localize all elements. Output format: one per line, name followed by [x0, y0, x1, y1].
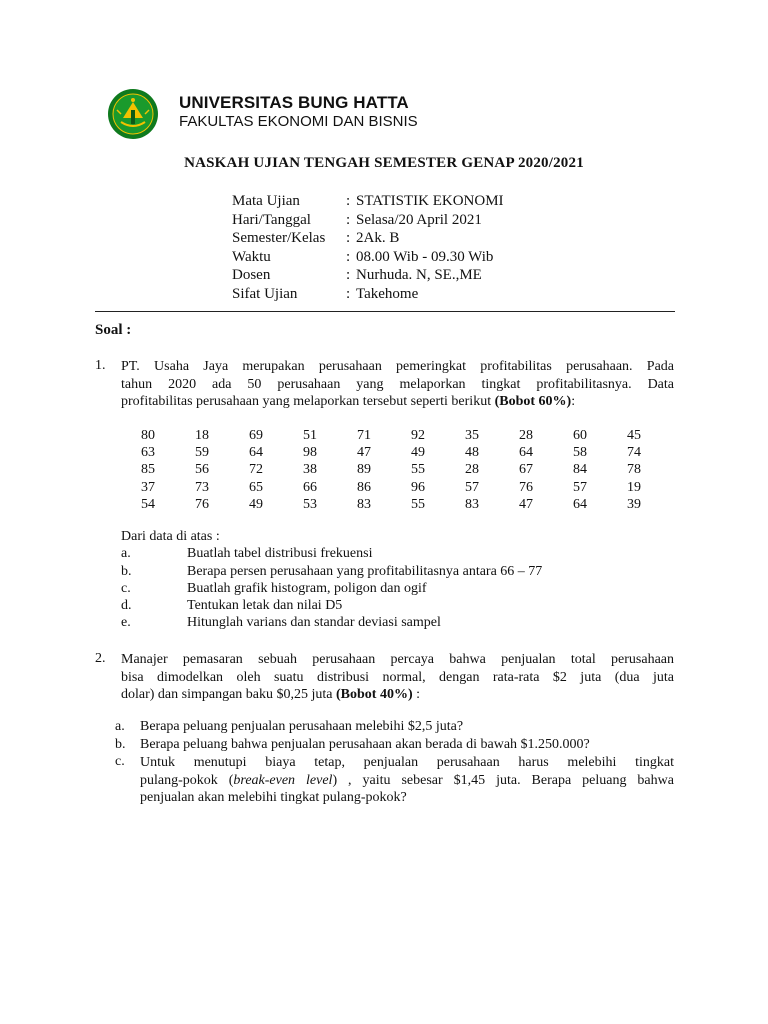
info-value: Nurhuda. N, SE.,ME — [356, 267, 482, 284]
table-cell: 78 — [627, 462, 641, 478]
table-cell: 69 — [249, 428, 263, 443]
question-1-text — [121, 358, 674, 411]
list-text: Berapa peluang bahwa penjualan perusahaan akan berada di bawah $1.250.000? — [140, 737, 590, 752]
table-cell: 76 — [195, 496, 209, 512]
university-name: UNIVERSITAS BUNG HATTA — [179, 93, 409, 112]
table-cell: 28 — [519, 428, 533, 443]
table-cell: 72 — [249, 462, 263, 478]
faculty-name: FAKULTAS EKONOMI DAN BISNIS — [179, 113, 418, 130]
table-cell: 37 — [141, 479, 155, 495]
question-line: Manajer pemasaran sebuah perusahaan percaya bahwa penjualan total perusahaan — [121, 652, 674, 667]
table-cell: 57 — [465, 479, 479, 495]
list-marker: e. — [121, 615, 131, 630]
profitability-data-table — [121, 427, 661, 513]
question-1-intro: Dari data di atas : — [121, 529, 220, 544]
table-cell: 63 — [141, 445, 155, 461]
emphasis-text: break-even level — [233, 772, 333, 788]
info-separator: : — [346, 285, 351, 302]
info-label: Mata Ujian — [232, 193, 300, 209]
table-cell: 64 — [573, 496, 587, 512]
list-text: Buatlah grafik histogram, poligon dan ogif — [187, 581, 427, 596]
table-cell: 89 — [357, 462, 371, 478]
table-row — [121, 496, 661, 513]
questions-heading: Soal : — [95, 322, 132, 338]
table-cell: 83 — [357, 496, 371, 512]
table-cell: 47 — [357, 445, 371, 461]
list-text-part: pulang-pokok ( — [140, 772, 234, 788]
table-cell: 98 — [303, 445, 317, 461]
question-line-text: dolar) dan simpangan baku $0,25 juta — [121, 687, 333, 703]
table-row — [121, 444, 661, 461]
question-line-text: profitabilitas perusahaan yang melaporkan tersebut seperti berikut — [121, 394, 492, 410]
list-marker: b. — [115, 737, 126, 752]
table-row — [121, 427, 661, 444]
table-cell: 39 — [627, 496, 641, 512]
table-cell: 18 — [195, 428, 209, 443]
table-cell: 85 — [141, 462, 155, 478]
info-label: Dosen — [232, 267, 271, 284]
table-cell: 83 — [465, 496, 479, 512]
info-row — [232, 229, 504, 248]
list-text-part: ) , yaitu sebesar $1,45 juta. Berapa peluang bahwa — [332, 772, 674, 788]
table-cell: 48 — [465, 445, 479, 461]
list-marker: b. — [121, 564, 132, 579]
info-separator: : — [346, 193, 351, 209]
info-row — [232, 266, 504, 285]
info-row — [232, 192, 504, 211]
question-2-weight: (Bobot 40%) — [336, 687, 413, 703]
question-line — [121, 393, 674, 411]
info-separator: : — [346, 248, 351, 265]
info-value: 08.00 Wib - 09.30 Wib — [356, 248, 494, 265]
table-cell: 56 — [195, 462, 209, 478]
table-cell: 58 — [573, 445, 587, 461]
info-separator: : — [346, 211, 351, 228]
list-text-line — [140, 772, 674, 790]
table-cell: 57 — [573, 479, 587, 495]
table-cell: 49 — [249, 496, 263, 512]
table-cell: 54 — [141, 496, 155, 512]
header-divider — [95, 311, 675, 312]
info-label: Waktu — [232, 248, 271, 265]
list-marker: d. — [121, 598, 132, 613]
info-row — [232, 285, 504, 304]
list-marker: c. — [121, 581, 131, 596]
university-logo-icon — [107, 88, 159, 140]
info-value: 2Ak. B — [356, 230, 400, 247]
table-cell: 51 — [303, 428, 317, 443]
info-separator: : — [346, 267, 351, 284]
table-cell: 19 — [627, 479, 641, 495]
question-1-number: 1. — [95, 358, 106, 373]
question-line: bisa dimodelkan oleh suatu distribusi normal, dengan rata-rata $2 juta (dua juta — [121, 669, 674, 685]
table-cell: 76 — [519, 479, 533, 495]
list-marker: a. — [115, 719, 125, 734]
table-cell: 65 — [249, 479, 263, 495]
question-2-number: 2. — [95, 651, 106, 666]
question-1-weight: (Bobot 60%) — [494, 394, 572, 410]
table-row — [121, 461, 661, 478]
table-cell: 28 — [465, 462, 479, 478]
question-2-weight-suffix: : — [412, 687, 421, 703]
info-value: Selasa/20 April 2021 — [356, 211, 482, 228]
list-text: Tentukan letak dan nilai D5 — [187, 598, 343, 613]
table-cell: 64 — [249, 445, 263, 461]
info-value: STATISTIK EKONOMI — [356, 193, 504, 209]
table-cell: 55 — [411, 462, 425, 478]
table-cell: 80 — [141, 428, 155, 443]
list-text: Hitunglah varians dan standar deviasi sampel — [187, 615, 441, 630]
list-text: Buatlah tabel distribusi frekuensi — [187, 546, 373, 561]
question-2-text — [121, 651, 674, 704]
table-cell: 84 — [573, 462, 587, 478]
table-cell: 74 — [627, 445, 641, 461]
list-text: Berapa peluang penjualan perusahaan melebihi $2,5 juta? — [140, 719, 464, 734]
table-cell: 49 — [411, 445, 425, 461]
info-separator: : — [346, 230, 351, 247]
table-cell: 38 — [303, 462, 317, 478]
table-row — [121, 479, 661, 496]
info-label: Sifat Ujian — [232, 285, 298, 302]
table-cell: 73 — [195, 479, 209, 495]
table-cell: 66 — [303, 479, 317, 495]
question-line: tahun 2020 ada 50 perusahaan yang melaporkan tingkat profitabilitasnya. Data — [121, 376, 674, 392]
table-cell: 59 — [195, 445, 209, 461]
exam-info — [232, 192, 504, 304]
info-row — [232, 211, 504, 230]
table-cell: 96 — [411, 479, 425, 495]
table-cell: 92 — [411, 428, 425, 443]
question-line: PT. Usaha Jaya merupakan perusahaan pemeringkat profitabilitas perusahaan. Pada — [121, 359, 674, 374]
table-cell: 45 — [627, 428, 641, 443]
list-text — [140, 754, 674, 807]
table-cell: 55 — [411, 496, 425, 512]
table-cell: 67 — [519, 462, 533, 478]
info-label: Hari/Tanggal — [232, 211, 311, 228]
info-label: Semester/Kelas — [232, 230, 326, 247]
question-1-weight-suffix: : — [571, 394, 576, 410]
table-cell: 71 — [357, 428, 371, 443]
table-cell: 60 — [573, 428, 587, 443]
table-cell: 47 — [519, 496, 533, 512]
list-text-line: Untuk menutupi biaya tetap, penjualan perusahaan harus melebihi tingkat — [140, 755, 674, 770]
list-marker: a. — [121, 546, 131, 561]
table-cell: 35 — [465, 428, 479, 443]
list-text: Berapa persen perusahaan yang profitabilitasnya antara 66 – 77 — [187, 564, 543, 579]
list-marker: c. — [115, 754, 125, 769]
exam-title: NASKAH UJIAN TENGAH SEMESTER GENAP 2020/2021 — [184, 155, 584, 171]
question-line — [121, 686, 674, 704]
table-cell: 86 — [357, 479, 371, 495]
info-value: Takehome — [356, 285, 419, 302]
table-cell: 53 — [303, 496, 317, 512]
list-text-line: penjualan akan melebihi tingkat pulang-pokok? — [140, 790, 407, 806]
info-row — [232, 248, 504, 267]
table-cell: 64 — [519, 445, 533, 461]
